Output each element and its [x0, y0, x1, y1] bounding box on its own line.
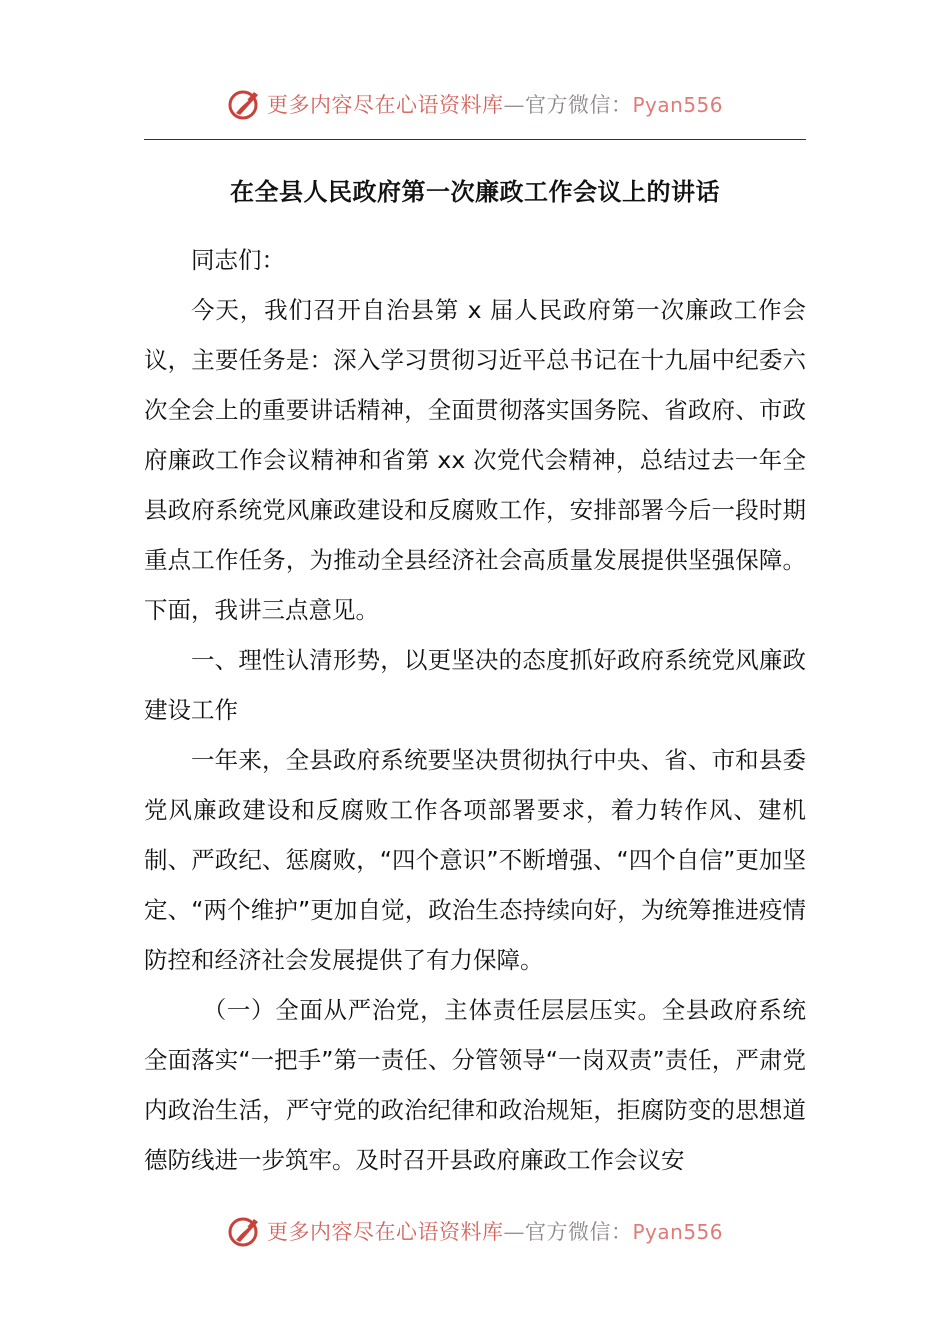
banner-label: 官方微信： — [524, 1220, 633, 1244]
banner-text — [267, 1216, 723, 1246]
banner-dash: — — [503, 93, 525, 117]
banner-brand: 更多内容尽在心语资料库 — [266, 1220, 504, 1244]
banner-wechat-id: Pyan556 — [632, 1220, 723, 1244]
banner-label: 官方微信： — [524, 93, 633, 117]
paragraph-summary: 一年来，全县政府系统要坚决贯彻执行中央、省、市和县委党风廉政建设和反腐败工作各项部署要求，着力转作风、建机制、严政纪、惩腐败，“四个意识”不断增强、“四个自信”更加坚定、“两个维护”更加自觉，政治生态持续向好，为统筹推进疫情防控和经济社会发展提供了有力保障。 — [144, 746, 806, 974]
quill-logo-icon — [227, 1213, 263, 1249]
header-banner — [0, 80, 950, 128]
paragraph-salutation: 同志们： — [191, 246, 285, 274]
header-divider — [144, 139, 806, 140]
footer-banner — [0, 1207, 950, 1255]
banner-brand: 更多内容尽在心语资料库 — [266, 93, 504, 117]
banner-wechat-id: Pyan556 — [632, 93, 723, 117]
document-title: 在全县人民政府第一次廉政工作会议上的讲话 — [230, 178, 720, 206]
paragraph-section-heading: 一、理性认清形势，以更坚决的态度抓好政府系统党风廉政建设工作 — [144, 646, 806, 724]
quill-logo-icon — [227, 86, 263, 122]
paragraph-subsection: （一）全面从严治党，主体责任层层压实。全县政府系统全面落实“一把手”第一责任、分管领导“一岗双责”责任，严肃党内政治生活，严守党的政治纪律和政治规矩，拒腐防变的思想道德防线进一步筑牢。及时召开县政府廉政工作会议安 — [144, 996, 806, 1174]
banner-text — [267, 89, 723, 119]
document-body — [144, 235, 806, 1185]
banner-dash: — — [503, 1220, 525, 1244]
paragraph-intro: 今天，我们召开自治县第 x 届人民政府第一次廉政工作会议，主要任务是：深入学习贯彻习近平总书记在十九届中纪委六次全会上的重要讲话精神，全面贯彻落实国务院、省政府、市政府廉政工作会议精神和省第 xx 次党代会精神，总结过去一年全县政府系统党风廉政建设和反腐败工作，安排部署今后一段时期重点工作任务，为推动全县经济社会高质量发展提供坚强保障。下面，我讲三点意见。 — [144, 296, 806, 624]
